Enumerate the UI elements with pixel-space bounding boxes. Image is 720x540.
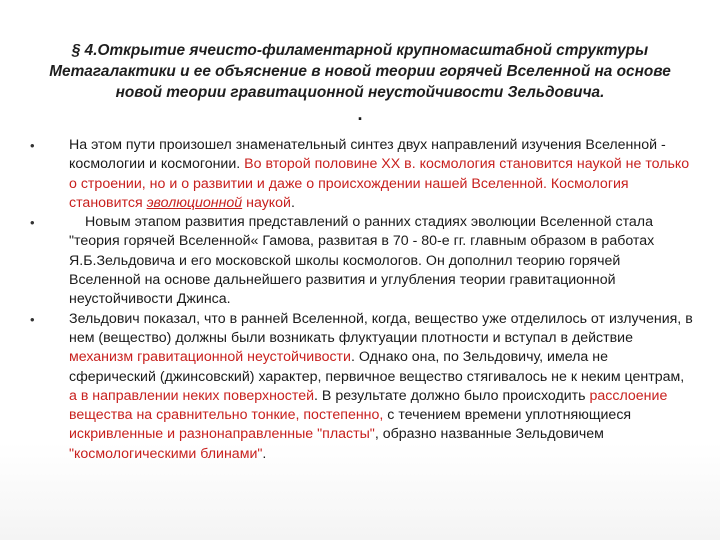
bullet-3-text-e: , образно названные Зельдовичем <box>374 426 604 443</box>
bullet-3-text-b: . Однако она, по Зельдовичу, имела не сферический (джинсовский) характер, первичное вещество стягивалось не к неким центрам, <box>69 349 685 385</box>
title-dot: . <box>357 104 363 124</box>
bullet-1-text: На этом пути произошел знаменательный синтез двух направлений изучения Вселенной - космологии и космогонии. <box>69 137 666 173</box>
bullet-3-text-d: с течением времени уплотняющиеся <box>383 407 632 424</box>
bullet-item-2 <box>30 213 695 309</box>
bullet-3-period: . <box>262 445 267 462</box>
bullet-1-highlight-end: наукой <box>242 194 291 211</box>
bullet-dot-icon: • <box>30 311 35 327</box>
bullet-item-1 <box>30 136 695 213</box>
bullet-item-3 <box>30 310 695 464</box>
slide-title: § 4.Открытие ячеисто-филаментарной крупномасштабной структуры Метагалактики и ее объяснение в новой теории горячей Вселенной на основе новой теории гравитационной неустойчивости Зельдовича. <box>49 42 671 101</box>
bullet-3-text-a: Зельдович показал, что в ранней Вселенной, когда, вещество уже отделилось от излучения, в нем (вещество) должны были возникать флуктуации плотности и вступал в действие <box>69 310 693 346</box>
bullet-3-highlight-d: искривленные и разнонаправленные "пласты" <box>69 426 375 443</box>
bullet-3-highlight-e: "космологическими блинами" <box>69 445 263 462</box>
bullet-1-period: . <box>290 194 295 211</box>
bullet-dot-icon: • <box>30 138 35 153</box>
bullet-1-highlight: Во второй половине XX в. космология становится наукой не только о строении, но и о развитии и даже о происхождении нашей Вселенной. Космология становится <box>69 156 690 211</box>
bullet-3-highlight-b: а в направлении неких поверхностей <box>69 387 315 404</box>
bullet-list <box>30 136 695 464</box>
bullet-2-text: Новым этапом развития представлений о ранних стадиях эволюции Вселенной стала "теория горячей Вселенной« Гамова, развитая в 70 - 80-е гг. главным образом в работах Я.Б.Зельдовича и его московской школы космологов. Он дополнил теорию горячей Вселенной на основе дальнейшего развития и углубления теории гравитационной неустойчивости Джинса. <box>69 214 655 308</box>
bullet-1-emphasis: эволюционной <box>146 194 243 211</box>
bullet-3-highlight-a: механизм гравитационной неустойчивости <box>69 349 351 366</box>
bullet-dot-icon: • <box>30 215 35 231</box>
bullet-3-highlight-c: расслоение вещества на сравнительно тонкие, постепенно, <box>69 387 668 424</box>
bullet-3-text-c: . В результате должно было происходить <box>314 387 590 404</box>
